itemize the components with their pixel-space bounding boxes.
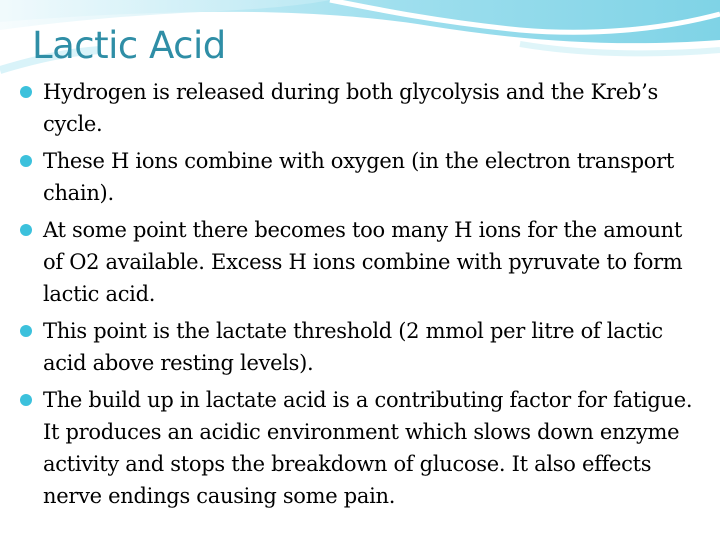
bullet-item — [20, 76, 700, 140]
bullet-dot-icon — [20, 325, 32, 337]
bullet-text: At some point there becomes too many H ions for the amount of O2 available. Excess H ions combine with pyruvate to form lactic acid. — [43, 218, 683, 306]
bullet-item — [20, 315, 700, 379]
bullet-item — [20, 214, 700, 310]
bullet-text: The build up in lactate acid is a contributing factor for fatigue. It produces an acidic environment which slows down enzyme activity and stops the breakdown of glucose. It also effects nerve endings causing some pain. — [43, 388, 693, 508]
bullet-text: This point is the lactate threshold (2 mmol per litre of lactic acid above resting levels). — [43, 319, 663, 375]
bullet-dot-icon — [20, 394, 32, 406]
bullet-dot-icon — [20, 224, 32, 236]
bullet-item — [20, 145, 700, 209]
bullet-item — [20, 384, 700, 512]
bullet-dot-icon — [20, 86, 32, 98]
bullet-text: Hydrogen is released during both glycolysis and the Kreb’s cycle. — [43, 80, 658, 136]
bullet-dot-icon — [20, 155, 32, 167]
bullet-text: These H ions combine with oxygen (in the electron transport chain). — [43, 149, 675, 205]
bullet-list — [20, 76, 700, 517]
slide-title: Lactic Acid — [32, 24, 226, 67]
